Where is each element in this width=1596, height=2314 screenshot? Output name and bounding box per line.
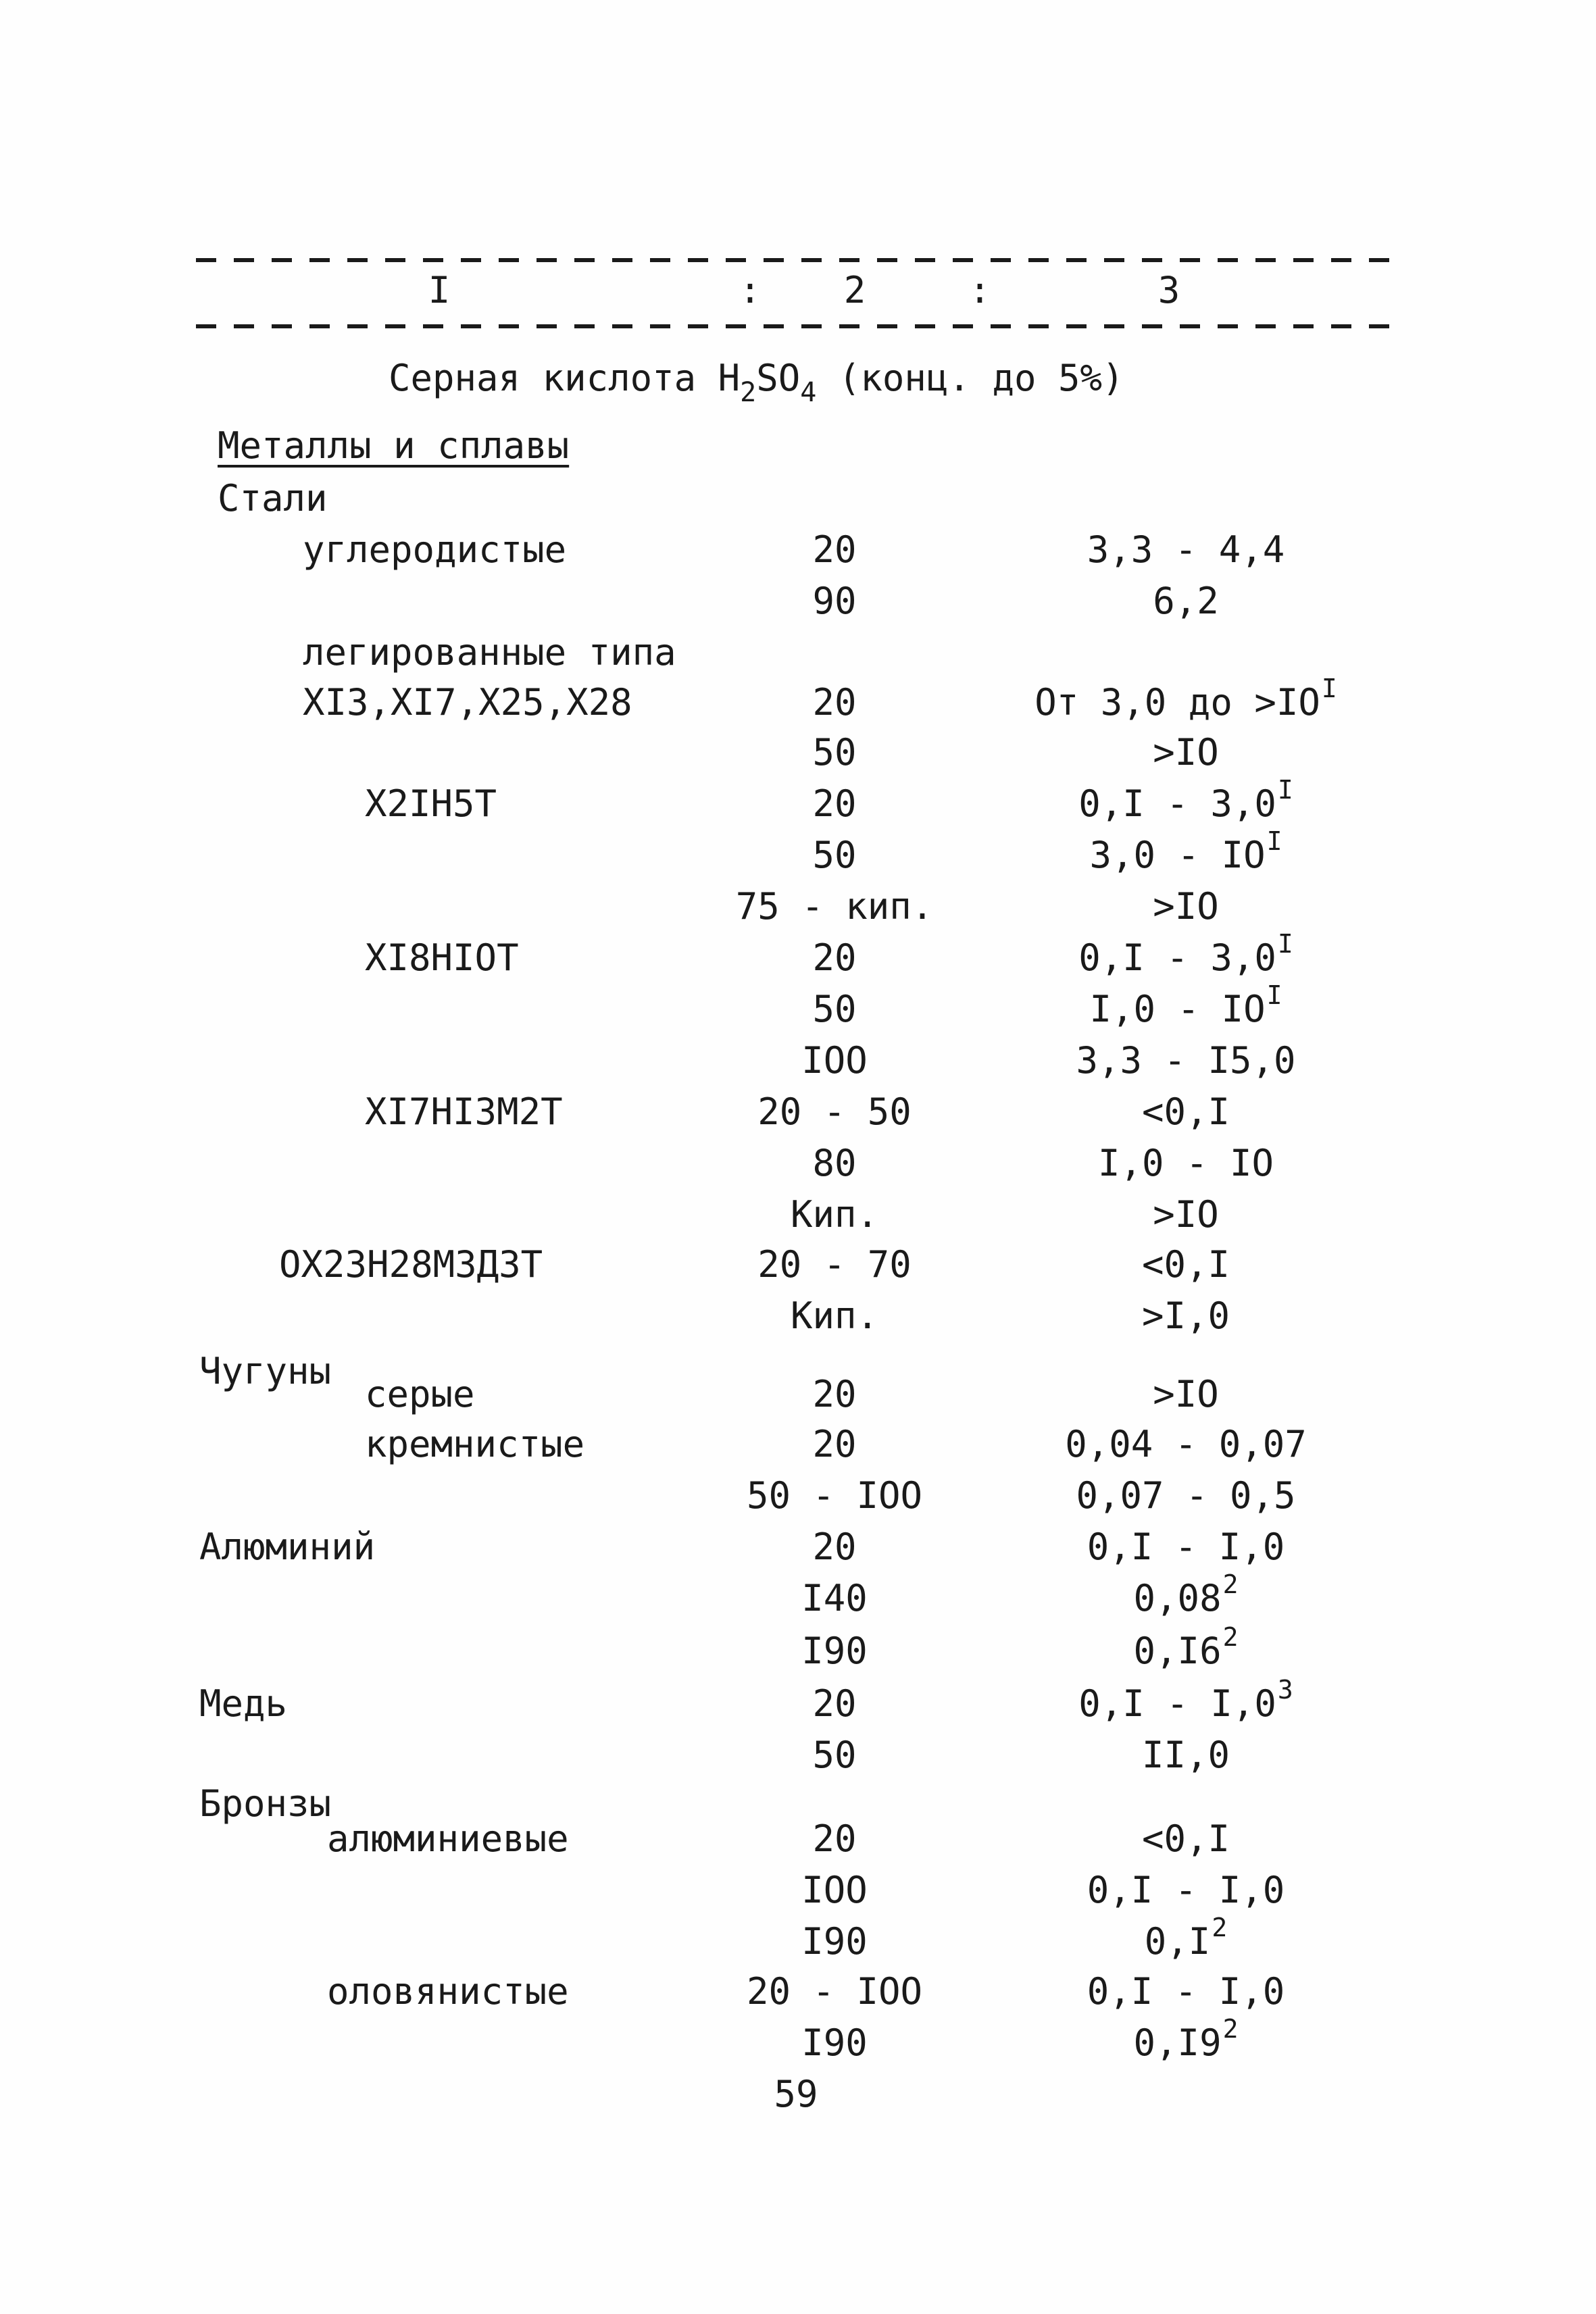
rate-cell [1087, 1971, 1285, 2012]
material-label: Стали [218, 477, 328, 520]
rate-cell [1065, 1424, 1307, 1465]
rate-value: 3,3 - I5,0 [1076, 1039, 1296, 1082]
rate-cell [1076, 1476, 1295, 1516]
material-label: XI3,XI7,X25,X28 [303, 681, 632, 724]
material-label: углеродистые [303, 528, 567, 571]
temperature-cell: 50 [812, 1734, 857, 1776]
rate-value: 0,I [1144, 1920, 1211, 1963]
rate-value: <0,I [1141, 1090, 1230, 1133]
rate-cell [1133, 1622, 1239, 1672]
temperature-cell: 20 [812, 782, 857, 825]
temperature-cell: 20 [812, 1817, 857, 1860]
rate-value: От 3,0 до >IO [1034, 681, 1320, 724]
rate-value: >IO [1153, 731, 1219, 774]
temperature-cell: 50 [812, 731, 857, 774]
column-header-3: 3 [1157, 269, 1180, 311]
temperature-cell: I90 [801, 1630, 868, 1672]
rate-cell [1153, 886, 1219, 927]
footnote-mark: I [1277, 929, 1293, 959]
temperature-cell: 90 [812, 580, 857, 622]
footnote-mark: 2 [1222, 1569, 1239, 1599]
material-label: X2IH5T [365, 782, 497, 825]
rate-cell [1089, 980, 1282, 1030]
footnote-mark: 2 [1222, 1622, 1239, 1652]
temperature-cell: 20 [812, 1373, 857, 1415]
rate-cell [1034, 674, 1337, 724]
rate-value: 0,I - 3,0 [1078, 782, 1276, 825]
temperature-cell: 75 - кип. [735, 885, 934, 928]
temperature-cell: I40 [801, 1577, 868, 1619]
temperature-cell: 80 [812, 1142, 857, 1184]
column-separator: : [968, 269, 991, 311]
footnote-mark: I [1321, 674, 1337, 703]
temperature-cell: Кип. [790, 1193, 879, 1236]
rate-cell [1133, 1569, 1239, 1619]
footnote-mark: 2 [1212, 1913, 1228, 1942]
rate-cell [1144, 1913, 1228, 1963]
rate-value: 0,I - I,0 [1078, 1682, 1276, 1725]
rate-value: 6,2 [1153, 580, 1219, 622]
material-label: XI8HIOT [365, 936, 519, 979]
rate-value: I,0 - IO [1097, 1142, 1274, 1184]
rate-value: 0,I9 [1133, 2021, 1222, 2064]
rate-cell [1078, 775, 1293, 825]
temperature-cell: 20 [812, 1423, 857, 1465]
temperature-cell: 20 [812, 528, 857, 571]
material-label: OX23H28M3Д3T [279, 1243, 543, 1286]
header-rule-top [196, 258, 1405, 262]
material-label: кремнистые [365, 1423, 585, 1465]
material-label: Алюминий [199, 1526, 376, 1568]
footnote-mark: I [1277, 775, 1293, 805]
temperature-cell: 50 [812, 834, 857, 876]
footnote-mark: 3 [1277, 1675, 1293, 1705]
section-title: Серная кислота $H_2SO_4$ (конц. до 5%) [389, 357, 1124, 408]
footnote-mark: I [1266, 980, 1282, 1010]
rate-value: 0,I - I,0 [1087, 1970, 1285, 2013]
rate-value: 0,I - 3,0 [1078, 936, 1276, 979]
material-label: XI7HI3M2T [365, 1090, 563, 1133]
rate-value: 0,I6 [1133, 1630, 1222, 1672]
temperature-cell: 20 - 70 [757, 1243, 912, 1286]
rate-cell [1153, 1194, 1219, 1235]
rate-cell [1142, 1819, 1230, 1859]
rate-value: 3,3 - 4,4 [1087, 528, 1285, 571]
rate-value: 0,04 - 0,07 [1065, 1423, 1307, 1465]
rate-value: I,0 - IO [1089, 988, 1266, 1030]
rate-value: 0,08 [1133, 1577, 1222, 1619]
temperature-cell: IOO [801, 1039, 868, 1082]
rate-cell [1076, 1040, 1295, 1081]
temperature-cell: I90 [801, 1920, 868, 1963]
temperature-cell: 20 - 50 [757, 1090, 912, 1133]
rate-cell [1153, 732, 1219, 773]
material-label: оловянистые [327, 1970, 569, 2013]
temperature-cell: 20 [812, 681, 857, 724]
page-number: 59 [774, 2073, 818, 2115]
rate-cell [1098, 1143, 1274, 1184]
rate-value: >IO [1153, 1373, 1219, 1415]
rate-value: >I,0 [1141, 1294, 1230, 1337]
rate-cell [1142, 1735, 1230, 1776]
rate-cell [1087, 1870, 1285, 1911]
temperature-cell: 20 [812, 1682, 857, 1725]
column-header-1: I [428, 269, 451, 311]
temperature-cell: 20 - IOO [746, 1970, 923, 2013]
rate-cell [1089, 826, 1282, 876]
rate-cell [1087, 530, 1285, 570]
material-label: Бронзы [199, 1782, 332, 1825]
material-label: легированные типа [303, 631, 676, 674]
rate-value: 3,0 - IO [1089, 834, 1266, 876]
rate-cell [1142, 1296, 1230, 1336]
temperature-cell: Кип. [790, 1294, 879, 1337]
header-rule-bottom [196, 324, 1405, 328]
temperature-cell: 50 - IOO [746, 1474, 923, 1517]
group-title: Металлы и сплавы [218, 424, 570, 467]
rate-value: II,0 [1141, 1734, 1230, 1776]
rate-value: 0,I - I,0 [1087, 1869, 1285, 1911]
rate-value: >IO [1153, 1193, 1219, 1236]
rate-value: >IO [1153, 885, 1219, 928]
material-label: Чугуны [199, 1350, 332, 1392]
material-label: Медь [199, 1682, 288, 1725]
rate-value: 0,I - I,0 [1087, 1526, 1285, 1568]
rate-cell [1142, 1092, 1230, 1132]
rate-cell [1078, 929, 1293, 979]
temperature-cell: 50 [812, 988, 857, 1030]
rate-cell [1078, 1675, 1293, 1725]
material-label: серые [365, 1373, 475, 1415]
temperature-cell: 20 [812, 936, 857, 979]
rate-value: <0,I [1141, 1817, 1230, 1860]
temperature-cell: I90 [801, 2021, 868, 2064]
column-separator: : [739, 269, 762, 311]
column-header-2: 2 [843, 269, 866, 311]
rate-value: 0,07 - 0,5 [1076, 1474, 1296, 1517]
rate-cell [1142, 1244, 1230, 1285]
temperature-cell: IOO [801, 1869, 868, 1911]
rate-cell [1153, 581, 1219, 622]
rate-cell [1087, 1527, 1285, 1567]
material-label: алюминиевые [327, 1817, 569, 1860]
footnote-mark: 2 [1222, 2014, 1239, 2044]
rate-value: <0,I [1141, 1243, 1230, 1286]
footnote-mark: I [1266, 826, 1282, 856]
temperature-cell: 20 [812, 1526, 857, 1568]
rate-cell [1153, 1374, 1219, 1415]
rate-cell [1133, 2014, 1239, 2064]
